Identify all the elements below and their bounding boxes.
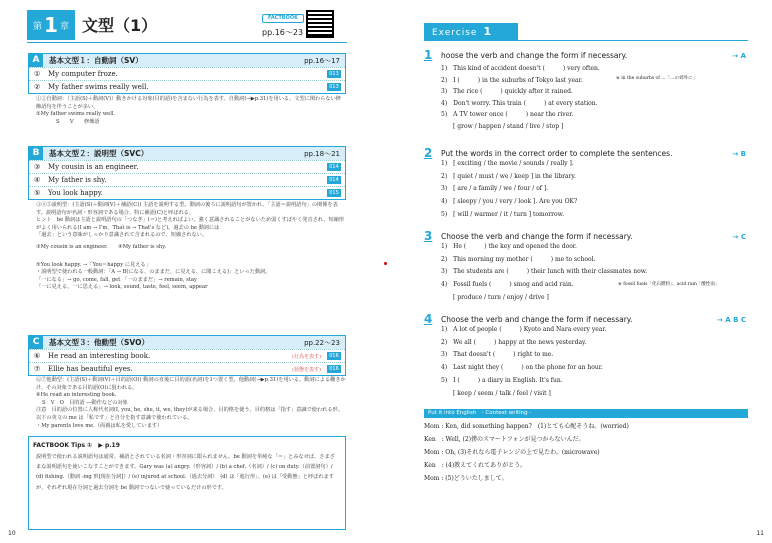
question-line: 4) Don't worry. This train ( ) at every station. (441, 99, 598, 107)
example-text: My father is shy. (48, 176, 107, 184)
note-text: ⑥⑦他動型：(主語(S)＋動詞(V)＋目的語(O)) 動詞の直後に目的語(名詞)を1つ置く型。他動詞(→▶p.31)を用いる。動詞による働きかけ、その対象である目的語(O)に狙われる。 (36, 377, 346, 391)
question-3-lines (441, 241, 647, 305)
header-rule (27, 42, 347, 43)
question-4-lines (441, 324, 607, 400)
question-line: 1) He ( ) the key and opened the door. (441, 243, 577, 250)
section-c-title: 基本文型３：他動型（SVO） (49, 338, 149, 347)
example-row (29, 173, 345, 186)
page-number-right: 11 (756, 530, 764, 537)
question-line: 2) This morning my mother ( ) me to school. (441, 255, 596, 263)
question-line: 1) [ exciting / the movie / sounds / really ]. (441, 160, 574, 167)
note-text: ①②自動詞：（主語(S)＋動詞(V)）動きかける対象(目的語)を含まない行為を表す。自動詞(→▶p.31)を用いる。文型に関わらない修飾語句を伴うことが多い。 (36, 96, 341, 110)
dialog-line: Ken : (4)教えてくれてありがとう。 (424, 462, 527, 469)
dialog-lines (424, 420, 629, 485)
exercise-number: 1 (483, 25, 493, 38)
example-row (29, 362, 345, 375)
exercise-label: Exercise (432, 28, 478, 38)
factbook-badge: FACTBOOK (262, 14, 304, 23)
question-2-lines (441, 158, 577, 222)
question-line: 2) We all ( ) happy at the news yesterday. (441, 338, 587, 346)
section-c-notes (36, 377, 346, 430)
note-text: ヒント be 動詞は主語と説明語句の「つなぎ」(＝)と考えればよい。強く意識されることがないため弱くすばやく発音され、短縮形がよく用いられる(I am → I'm、That is → That's など)。過去の be 動詞には (36, 217, 345, 231)
question-line: 1) This kind of accident doesn't ( ) very often. (441, 65, 600, 72)
note-text: ②My father swims really well. (36, 111, 116, 118)
question-line: 3) The rice ( ) quickly after it rained. (441, 88, 573, 95)
audio-track-badge[interactable]: 014 (327, 176, 341, 184)
question-ref[interactable]: → A B C (716, 316, 746, 324)
example-text: He read an interesting book. (48, 352, 151, 360)
question-instruction: Choose the verb and change the form if necessary. (441, 315, 633, 324)
audio-track-badge[interactable]: 016 (327, 365, 341, 373)
question-note: ※ fossil fuels「化石燃料」、acid rain「酸性雨」 (618, 282, 720, 287)
example-number: ⑤ (34, 189, 41, 197)
question-instruction: Put the words in the correct order to complete the sentences. (441, 149, 673, 158)
exercise-rule (424, 40, 748, 41)
question-line: 4) [ sleepy / you / very / look ]. Are you OK? (441, 198, 578, 206)
note-text: ⑥He read an interesting book. (36, 392, 117, 399)
example-text: You look happy. (48, 189, 103, 197)
question-line: [ grow / happen / stand / live / stop ] (441, 122, 564, 130)
example-text: My computer froze. (48, 70, 118, 78)
tips-heading: FACTBOOK Tips ① ▶ p.19 (33, 442, 120, 449)
section-a-notes (36, 96, 346, 126)
note-text: 「過去」という意味がしっかり意識されて含まれるので、短縮されない。 (36, 232, 208, 239)
note-text: S V O 目的語 ―動作などの対象 (42, 399, 128, 406)
note-text: ・My parents love me.（両親は私を愛しています） (36, 422, 163, 429)
question-instruction: Choose the verb and change the form if necessary. (441, 232, 633, 241)
example-number: ⑥ (34, 352, 41, 360)
page-title: 文型（1） (82, 16, 158, 35)
question-line: 5) [ will / warmer / it / turn ] tomorrow. (441, 210, 564, 218)
audio-track-badge[interactable]: 016 (327, 352, 341, 360)
note-text: ③④⑤説明型：(主語(S)＋動詞(V)＋補語(C)) 主語を説明する型。動詞の後ろに説明語句が置かれ、「主語＝説明語句」の関係を表す。説明語句が名詞・形容詞である場合、特に補語(C)と呼ばれる。 (36, 202, 338, 216)
section-c (28, 335, 346, 376)
qr-code-icon[interactable] (306, 10, 334, 38)
chapter-number: 1 (44, 13, 58, 37)
question-line: [ produce / turn / enjoy / drive ] (441, 293, 549, 301)
question-number: 2 (424, 146, 433, 160)
section-b-label: B (29, 147, 43, 160)
dialog-line: Mom : Oh, (3)それなら電子レンジの上で見たわ。(microwave) (424, 449, 600, 456)
example-text: My father swims really well. (48, 83, 149, 91)
dialog-line: Mom : (5)どういたしまして。 (424, 475, 508, 482)
example-number: ② (34, 83, 41, 91)
section-b (28, 146, 346, 200)
question-line: 4) Last night they ( ) on the phone for an hour. (441, 364, 603, 372)
audio-track-badge[interactable]: 013 (327, 83, 341, 91)
question-line: 3) [ are / a family / we / four / of ]. (441, 185, 549, 193)
section-b-notes (36, 202, 346, 292)
question-line: 3) The students are ( ) their lunch with their classmates now. (441, 268, 648, 276)
question-line: 3) That doesn't ( ) right to me. (441, 351, 554, 359)
example-number: ④ (34, 176, 41, 184)
put-into-english-header: Put it into English - Context writing - (424, 409, 748, 418)
example-tag: (行為を表す) (292, 353, 321, 360)
example-tag: (状態を表す) (292, 366, 321, 373)
dialog-line: Mom : Ken, did something happen? (1)とても心配そうね。(worried) (424, 423, 629, 430)
question-ref[interactable]: → C (732, 233, 746, 241)
audio-track-badge[interactable]: 014 (327, 163, 341, 171)
question-instruction: hoose the verb and change the form if necessary. (441, 51, 628, 60)
question-number: 1 (424, 48, 433, 62)
example-number: ① (34, 70, 41, 78)
center-dot (384, 262, 387, 265)
example-row (29, 349, 345, 362)
note-text: 「一になる」→ go, come, fall, get 「一のままだ」→ remain, stay (36, 276, 197, 283)
example-row (29, 160, 345, 173)
page-number-left: 10 (8, 530, 16, 537)
question-line: [ keep / seem / talk / feel / visit ] (441, 389, 551, 397)
audio-track-badge[interactable]: 015 (327, 189, 341, 197)
note-text: 注意 目的語の位置に人称代名詞(I, you, he, she, it, we, they)が来る場合、目的格を使う。目的格は「指す」意識で使われる形。以下の英文の me は「私です」と自分を指す意識で使われている。 (36, 407, 343, 421)
chapter-prefix: 第 (33, 21, 43, 32)
example-row (29, 186, 345, 199)
tips-text: 説明型で使われる説明語句は通常、補語とされている名詞・形容詞に限られません。be 動詞を単純な「＝」とみなせば、さまざまな説明語句を使いこなすことができます。Gary was (a) angry.（形容詞）/ (b) a chef.（名詞）/ (c) on duty.（前置詞句）/ (d) fishing.（動詞 -ing 形[現在分詞]）/ (e) injured at school.（過去分詞） (d) は「進行形」、(e) は「受動態」と呼ばれますが、それぞれ現在分詞と過去分詞を be 動詞でつないで使っているだけの形です。 (36, 454, 335, 491)
question-line: 2) I ( ) in the suburbs of Tokyo last year. (441, 76, 583, 84)
chapter-badge (27, 10, 75, 40)
question-note: ※ in the suburbs of ...「…の郊外に」 (616, 76, 698, 81)
section-a-label: A (29, 54, 43, 67)
question-line: 1) A lot of people ( ) Kyoto and Nara every year. (441, 326, 607, 333)
example-row (29, 67, 345, 80)
section-a (28, 53, 346, 94)
question-ref[interactable]: → B (732, 150, 746, 158)
audio-track-badge[interactable]: 013 (327, 70, 341, 78)
note-text: ⑤You look happy. →「You＝happy に見える」 (36, 261, 151, 268)
note-text: ③My cousin is an engineer. ④My father is shy. (36, 243, 167, 250)
section-a-title: 基本文型１：自動詞（SV） (49, 56, 143, 65)
question-line: 5) A TV tower once ( ) near the river. (441, 111, 574, 118)
section-a-ref[interactable]: pp.16〜17 (304, 56, 340, 65)
example-text: Ellie has beautiful eyes. (48, 365, 133, 373)
example-row (29, 80, 345, 93)
question-ref[interactable]: → A (732, 52, 746, 60)
exercise-header (424, 23, 518, 40)
question-number: 4 (424, 312, 433, 326)
question-line: 2) [ quiet / must / we / keep ] in the library. (441, 172, 576, 180)
section-c-label: C (29, 336, 43, 349)
section-b-title: 基本文型２：説明型（SVC） (49, 149, 149, 158)
question-line: 4) Fossil fuels ( ) smog and acid rain. (441, 281, 574, 289)
example-number: ③ (34, 163, 41, 171)
question-line: 5) I ( ) a diary in English. It's fun. (441, 376, 563, 384)
note-text: 「一に見える、一に思える」→ look, sound, taste, feel, seem, appear (36, 284, 208, 291)
note-text: ・説明型で使われる一般動詞：「A → B(になる、のままだ、に見える、に聞こえる)」といった動詞。 (36, 269, 271, 276)
dialog-line: Ken : Well, (2)僕のスマートフォンが見つからないんだ。 (424, 436, 585, 443)
note-text: S V 修飾語 (56, 118, 100, 125)
chapter-suffix: 章 (59, 21, 69, 32)
factbook-pages: pp.16〜23 (262, 28, 304, 37)
question-1-lines (441, 63, 600, 132)
section-c-ref[interactable]: pp.22〜23 (304, 338, 340, 347)
example-number: ⑦ (34, 365, 41, 373)
question-number: 3 (424, 229, 433, 243)
example-text: My cousin is an engineer. (48, 163, 139, 171)
section-b-ref[interactable]: pp.18〜21 (304, 149, 340, 158)
